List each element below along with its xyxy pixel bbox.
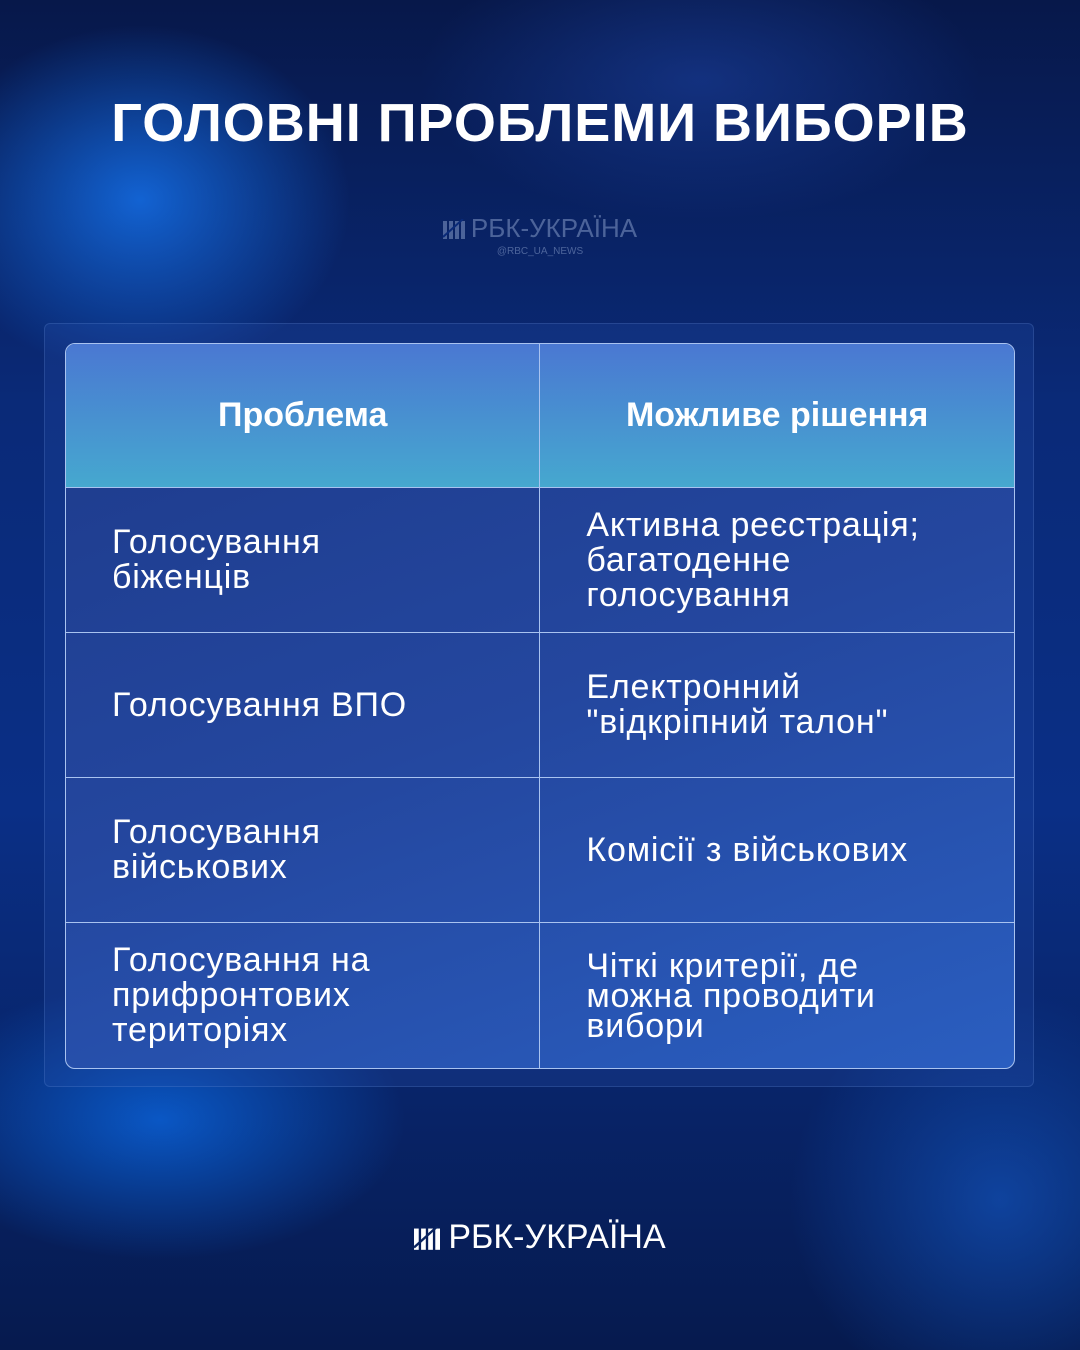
rbc-logo-icon	[443, 219, 465, 239]
table-row	[66, 633, 1014, 778]
problem-cell: Голосування ВПО	[66, 633, 540, 778]
solution-cell: Комісії з військових	[540, 778, 1014, 923]
rbc-logo-icon	[414, 1226, 440, 1250]
page-title: ГОЛОВНІ ПРОБЛЕМИ ВИБОРІВ	[111, 93, 969, 153]
header-problem: Проблема	[66, 344, 540, 488]
problem-cell: Голосування військових	[66, 778, 540, 923]
watermark-brand: РБК-УКРАЇНА	[470, 213, 638, 243]
solution-cell: Чіткі критерії, де можна проводити вибори	[586, 946, 876, 1045]
watermark	[0, 213, 1080, 257]
table-row	[66, 923, 1014, 1068]
watermark-handle: @RBC_UA_NEWS	[496, 246, 584, 257]
solution-cell: Електронний "відкріпний талон"	[540, 633, 1014, 778]
header-solution: Можливе рішення	[540, 344, 1014, 488]
footer-brand: РБК-УКРАЇНА	[448, 1218, 666, 1256]
solution-cell: Активна реєстрація; багатоденне голосування	[540, 488, 1014, 633]
footer-logo	[0, 1218, 1080, 1257]
problems-table	[65, 343, 1015, 1069]
table-header-row	[66, 344, 1014, 488]
problem-cell: Голосування біженців	[66, 488, 540, 633]
problem-cell: Голосування на прифронтових територіях	[66, 923, 540, 1068]
table-row	[66, 778, 1014, 923]
table-row	[66, 488, 1014, 633]
